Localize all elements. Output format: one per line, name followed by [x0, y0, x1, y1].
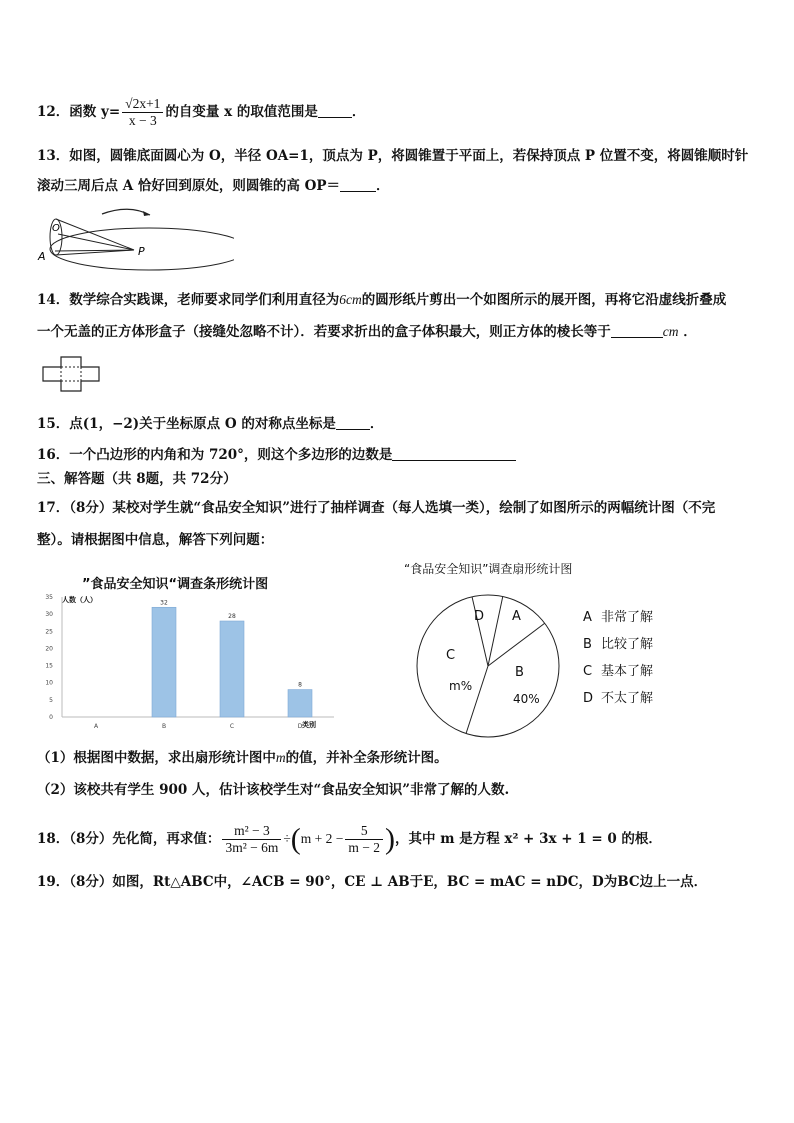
q17-sub1b: 的值，并补全条形统计图。: [285, 750, 448, 766]
cone-figure: [34, 200, 234, 275]
pie-slice-boundary: [488, 597, 503, 666]
q17-line2: 整）。请根据图中信息，解答下列问题：: [37, 532, 274, 548]
pie-slice-value-C: m%: [449, 679, 473, 693]
q18-rparen: ): [385, 822, 396, 856]
x-tick-label: A: [93, 723, 99, 730]
q14-end: ．: [683, 324, 697, 340]
bar-value-label: 28: [228, 613, 236, 620]
y-tick-label: 30: [45, 611, 53, 619]
pie-slice-value-B: 40%: [513, 692, 540, 706]
q17-sub1a: （1）根据图中数据，求出扇形统计图中: [37, 750, 276, 766]
cube-net-figure: [42, 356, 102, 392]
q14-line2: [37, 322, 697, 342]
q14-unit: cm: [662, 324, 679, 339]
question-15: [37, 414, 383, 434]
q14-line1: [37, 290, 726, 310]
pie-slice-label-B: B: [515, 665, 524, 680]
bar-value-label: 32: [160, 599, 168, 607]
x-tick-label: D: [297, 723, 303, 730]
question-18: [37, 823, 662, 856]
bar-chart-xlabel: 类别: [302, 721, 316, 729]
bar-C: [220, 621, 244, 717]
y-tick-label: 0: [49, 714, 53, 721]
answer-blank-16: [392, 446, 516, 461]
q12-suffix: 的自变量 x 的取值范围是: [165, 104, 318, 120]
q18-lparen: (: [290, 822, 301, 856]
y-tick-label: 10: [45, 679, 53, 687]
q18-paren-a: m + 2 −: [300, 831, 344, 846]
pie-slice-boundary: [466, 666, 488, 734]
answer-blank-14: [611, 323, 663, 338]
q14-diameter: 6cm: [339, 292, 362, 307]
q18-fraction-2: [345, 823, 383, 856]
q13-line2-text: 滚动三周后点 A 恰好回到原处，则圆锥的高 OP＝: [37, 178, 340, 194]
q14-line1a: 14．数学综合实践课，老师要求同学们利用直径为: [37, 292, 340, 308]
x-tick-label: B: [161, 723, 167, 730]
q16-text: 16．一个凸边形的内角和为 720°，则这个多边形的边数是: [37, 447, 393, 463]
q12-frac-den: x − 3: [128, 113, 157, 128]
q17-sub2: （2）该校共有学生 900 人，估计该校学生对“食品安全知识”非常了解的人数.: [37, 782, 510, 798]
q13-end: ．: [376, 178, 390, 194]
pie-slice-label-C: C: [446, 648, 456, 663]
y-tick-label: 20: [45, 645, 53, 653]
legend-name: 不太了解: [601, 691, 654, 706]
question-12: [37, 96, 365, 129]
label-p: P: [138, 245, 145, 258]
q14-line1b: 的圆形纸片剪出一个如图所示的展开图，再将它沿虚线折叠成: [361, 292, 727, 308]
legend-key: C: [583, 664, 593, 679]
label-o: O: [52, 223, 60, 234]
q12-fraction: [122, 96, 163, 129]
bar-chart-title: ”食品安全知识“调查条形统计图: [82, 577, 269, 592]
q18-f2-num: 5: [345, 823, 383, 840]
answer-blank-15: [336, 415, 370, 430]
pie-slice-boundary: [472, 597, 488, 666]
legend-key: D: [583, 691, 594, 706]
question-16: [37, 445, 516, 465]
pie-chart-title: “食品安全知识”调查扇形统计图: [404, 562, 573, 576]
q12-frac-num: √2x+1: [122, 96, 163, 113]
q18-div: ÷: [283, 831, 291, 846]
answer-blank-13: [340, 177, 376, 192]
q17-var-m: m: [275, 750, 286, 765]
q18-fraction-1: [222, 823, 281, 856]
q15-end: ．: [369, 416, 384, 432]
q18-f2-den: m − 2: [348, 840, 381, 855]
bar-value-label: 8: [298, 681, 302, 689]
y-tick-label: 15: [45, 662, 53, 670]
y-tick-label: 5: [49, 696, 53, 704]
legend-name: 基本了解: [601, 664, 654, 679]
legend-key: B: [583, 637, 592, 652]
y-tick-label: 25: [45, 628, 53, 636]
pie-slice-boundary: [488, 623, 545, 666]
q12-prefix: 12．函数 y=: [37, 104, 121, 120]
bar-chart-ylabel: 人数（人）: [62, 596, 97, 604]
q18-f1-den: 3m² − 6m: [225, 840, 279, 855]
x-tick-label: C: [229, 723, 235, 730]
y-tick-label: 35: [45, 594, 53, 601]
q18-suffix: ，其中 m 是方程 x² + 3x + 1 = 0 的根．: [395, 831, 662, 847]
pie-slice-label-A: A: [512, 609, 521, 624]
bar-D: [288, 690, 312, 717]
q15-text: 15．点(1，−2)关于坐标原点 O 的对称点坐标是: [37, 416, 336, 432]
label-a: A: [38, 250, 46, 263]
q18-f1-num: m² − 3: [222, 823, 281, 840]
bar-B: [152, 607, 176, 717]
q18-prefix: 18．（8分）先化简，再求值：: [37, 831, 221, 847]
q14-line2a: 一个无盖的正方体形盒子（接缝处忽略不计）．若要求折出的盒子体积最大，则正方体的棱长等于: [37, 324, 611, 340]
q12-end: ．: [351, 104, 366, 120]
q13-line2: [37, 176, 390, 196]
pie-slice-label-D: D: [474, 609, 485, 624]
answer-blank-12: [318, 103, 352, 118]
section-3-title: 三、解答题（共 8题，共 72分）: [37, 471, 237, 487]
pie-chart: [400, 556, 700, 738]
q17-line1: 17．（8分）某校对学生就“食品安全知识”进行了抽样调查（每人选填一类），绘制了如图所示的两幅统计图（不完: [37, 500, 716, 516]
q17-sub1: [37, 748, 448, 768]
q13-line1: 13．如图，圆锥底面圆心为 O，半径 OA=1，顶点为 P，将圆锥置于平面上，若保持顶点 P 位置不变，将圆锥顺时针: [37, 148, 749, 164]
legend-name: 比较了解: [601, 637, 654, 652]
bar-chart: [34, 570, 352, 735]
question-19: 19．（8分）如图，Rt△ABC中，∠ACB = 90°，CE ⊥ AB于E，BC = mAC = nDC，D为BC边上一点．: [37, 874, 708, 890]
legend-key: A: [583, 610, 592, 625]
legend-name: 非常了解: [601, 610, 654, 625]
